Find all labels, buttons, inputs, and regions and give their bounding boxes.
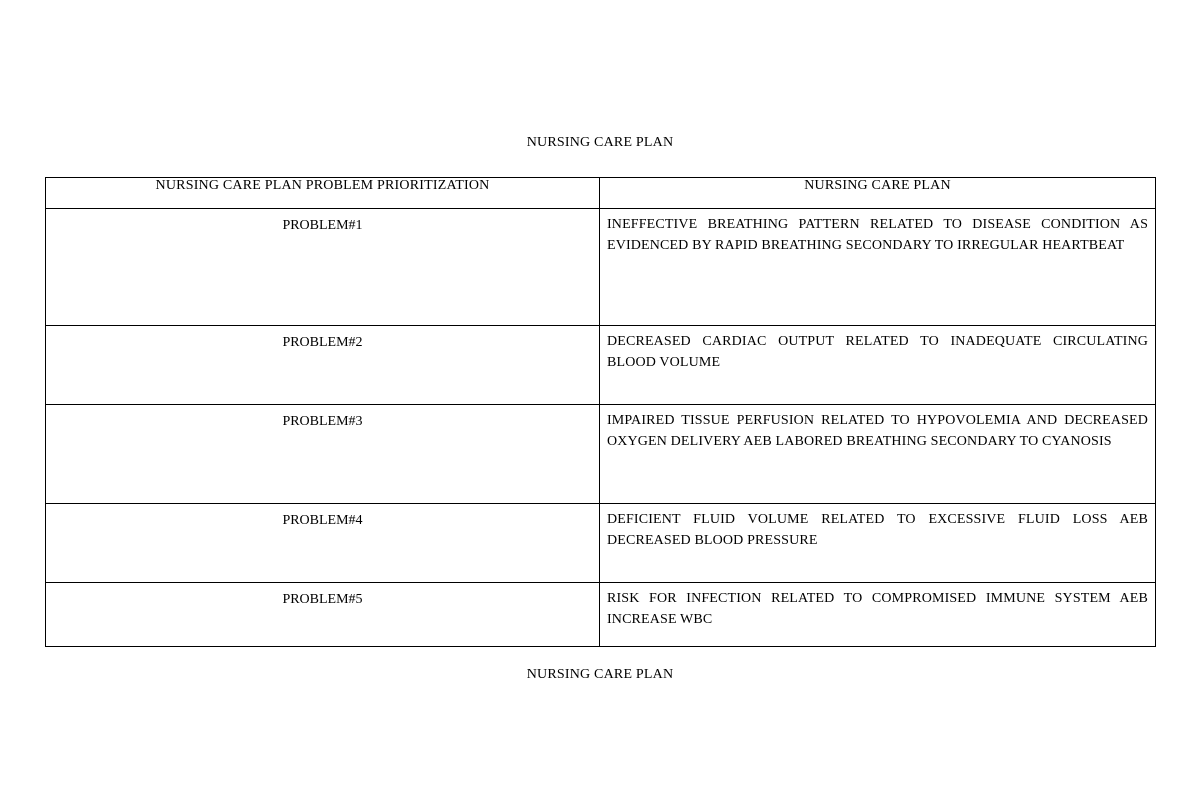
problem-label: PROBLEM#5 — [46, 583, 600, 647]
care-plan-text: DEFICIENT FLUID VOLUME RELATED TO EXCESSIVE FLUID LOSS AEB DECREASED BLOOD PRESSURE — [600, 504, 1156, 583]
care-plan-table — [45, 177, 1156, 647]
table-row — [46, 209, 1156, 326]
problem-label: PROBLEM#2 — [46, 326, 600, 405]
table-row — [46, 583, 1156, 647]
problem-label: PROBLEM#3 — [46, 405, 600, 504]
care-plan-text: IMPAIRED TISSUE PERFUSION RELATED TO HYPOVOLEMIA AND DECREASED OXYGEN DELIVERY AEB LABORED BREATHING SECONDARY TO CYANOSIS — [600, 405, 1156, 504]
problem-label: PROBLEM#4 — [46, 504, 600, 583]
table-header-row — [46, 178, 1156, 209]
care-plan-text: DECREASED CARDIAC OUTPUT RELATED TO INADEQUATE CIRCULATING BLOOD VOLUME — [600, 326, 1156, 405]
page-title-bottom: NURSING CARE PLAN — [526, 667, 674, 682]
table-row — [46, 405, 1156, 504]
table-row — [46, 326, 1156, 405]
problem-label: PROBLEM#1 — [46, 209, 600, 326]
column-header-prioritization: NURSING CARE PLAN PROBLEM PRIORITIZATION — [46, 178, 600, 209]
column-header-care-plan: NURSING CARE PLAN — [600, 178, 1156, 209]
page-title: NURSING CARE PLAN — [526, 135, 674, 150]
care-plan-text: RISK FOR INFECTION RELATED TO COMPROMISED IMMUNE SYSTEM AEB INCREASE WBC — [600, 583, 1156, 647]
care-plan-text: INEFFECTIVE BREATHING PATTERN RELATED TO DISEASE CONDITION AS EVIDENCED BY RAPID BREATHING SECONDARY TO IRREGULAR HEARTBEAT — [600, 209, 1156, 326]
table-row — [46, 504, 1156, 583]
